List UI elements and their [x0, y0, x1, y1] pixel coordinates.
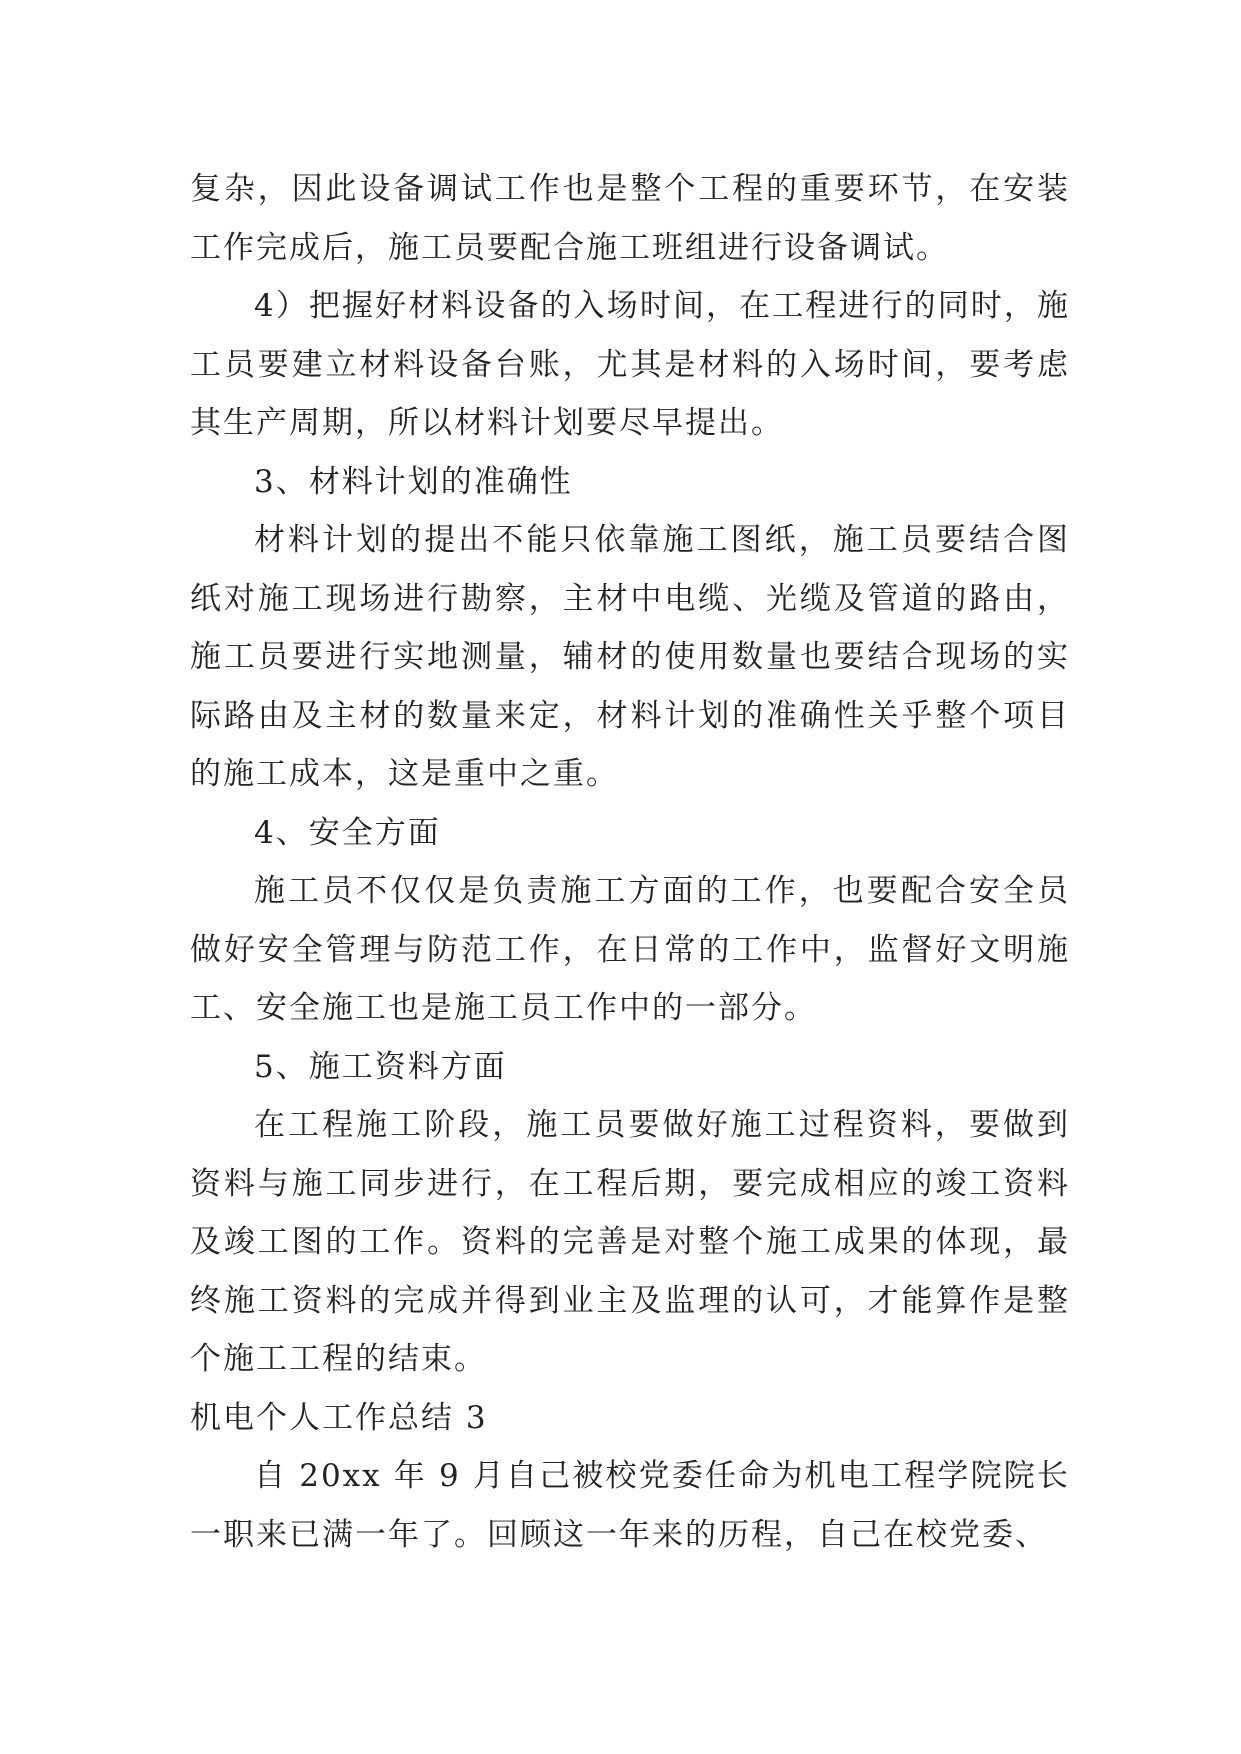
- paragraph-safety: 施工员不仅仅是负责施工方面的工作，也要配合安全员做好安全管理与防范工作，在日常的工作中，监督好文明施工、安全施工也是施工员工作中的一部分。: [190, 873, 1070, 1026]
- paragraph-material-plan: 材料计划的提出不能只依靠施工图纸，施工员要结合图纸对施工现场进行勘察，主材中电缆、光缆及管道的路由，施工员要进行实地测量，辅材的使用数量也要结合现场的实际路由及主材的数量来定，材料计划的准确性关乎整个项目的施工成本，这是重中之重。: [190, 522, 1070, 792]
- section-title-summary-3: 机电个人工作总结 3: [190, 1399, 488, 1436]
- document-body: [190, 160, 1070, 1564]
- paragraph-construction-documents: 在工程施工阶段，施工员要做好施工过程资料，要做到资料与施工同步进行，在工程后期，要完成相应的竣工资料及竣工图的工作。资料的完善是对整个施工成果的体现，最终施工资料的完成并得到业主及监理的认可，才能算作是整个施工工程的结束。: [190, 1107, 1070, 1377]
- paragraph-material-entry-time: 4）把握好材料设备的入场时间，在工程进行的同时，施工员要建立材料设备台账，尤其是材料的入场时间，要考虑其生产周期，所以材料计划要尽早提出。: [190, 288, 1070, 441]
- heading-safety: 4、安全方面: [254, 814, 441, 851]
- paragraph-debugging-continued: 复杂，因此设备调试工作也是整个工程的重要环节，在安装工作完成后，施工员要配合施工班组进行设备调试。: [190, 171, 1070, 266]
- heading-material-plan-accuracy: 3、材料计划的准确性: [254, 463, 573, 500]
- heading-construction-documents: 5、施工资料方面: [254, 1048, 507, 1085]
- paragraph-summary-3-intro: 自 20xx 年 9 月自己被校党委任命为机电工程学院院长一职来已满一年了。回顾这一年来的历程，自己在校党委、: [190, 1458, 1070, 1553]
